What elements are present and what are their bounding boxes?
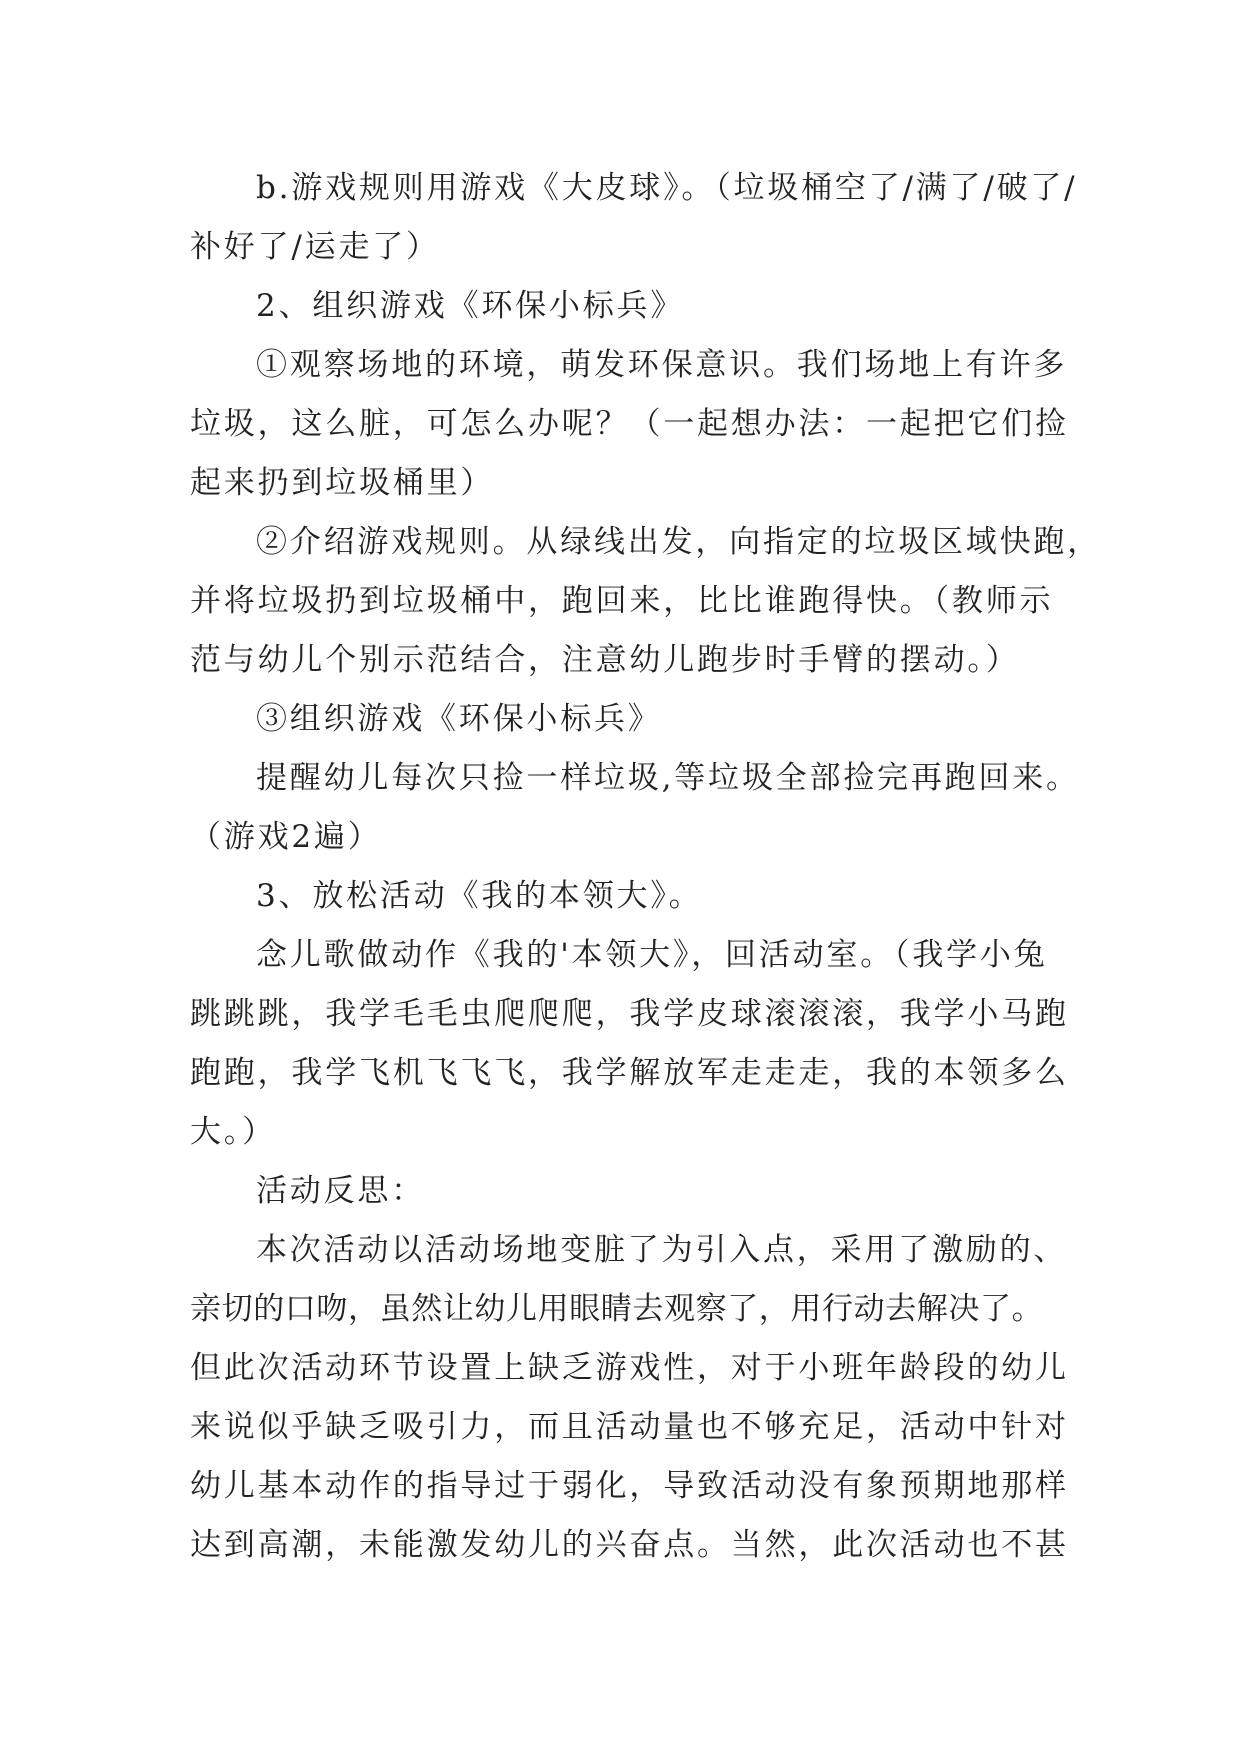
text-line: 2、组织游戏《环保小标兵》 bbox=[256, 288, 685, 324]
text-line: 本次活动以活动场地变脏了为引入点，采用了激励的、 bbox=[256, 1232, 1068, 1268]
text-line: 大。） bbox=[190, 1114, 276, 1150]
text-line: 活动反思： bbox=[256, 1173, 425, 1209]
text-line: 来说似乎缺乏吸引力，而且活动量也不够充足，活动中针对 bbox=[190, 1409, 1069, 1445]
text-line: ②介绍游戏规则。从绿线出发，向指定的垃圾区域快跑， bbox=[256, 524, 1101, 560]
text-line: 幼儿基本动作的指导过于弱化，导致活动没有象预期地那样 bbox=[190, 1468, 1069, 1504]
text-line: 补好了/运走了） bbox=[190, 229, 440, 265]
text-line: 3、放松活动《我的本领大》。 bbox=[256, 878, 703, 914]
text-line: 达到高潮，未能激发幼儿的兴奋点。当然，此次活动也不甚 bbox=[190, 1527, 1069, 1563]
text-line: 跑跑，我学飞机飞飞飞，我学解放军走走走，我的本领多么 bbox=[190, 1055, 1069, 1091]
text-line: 念儿歌做动作《我的'本领大》，回活动室。（我学小兔 bbox=[256, 937, 1048, 973]
text-line: 但此次活动环节设置上缺乏游戏性，对于小班年龄段的幼儿 bbox=[190, 1350, 1069, 1386]
text-line: ③组织游戏《环保小标兵》 bbox=[256, 701, 662, 737]
text-line: （游戏2遍） bbox=[190, 819, 382, 855]
text-line: 垃圾，这么脏，可怎么办呢？（一起想办法：一起把它们捡 bbox=[190, 406, 1069, 442]
text-line: 亲切的口吻，虽然让幼儿用眼睛去观察了，用行动去解决了。 bbox=[190, 1291, 1044, 1327]
text-line: 起来扔到垃圾桶里） bbox=[190, 465, 495, 501]
text-line: b.游戏规则用游戏《大皮球》。（垃圾桶空了/满了/破了/ bbox=[256, 170, 1078, 206]
text-line: 范与幼儿个别示范结合，注意幼儿跑步时手臂的摆动。） bbox=[190, 642, 1020, 678]
text-line: 跳跳跳，我学毛毛虫爬爬爬，我学皮球滚滚滚，我学小马跑 bbox=[190, 996, 1069, 1032]
text-line: 提醒幼儿每次只捡一样垃圾,等垃圾全部捡完再跑回来。 bbox=[256, 760, 1080, 796]
text-line: 并将垃圾扔到垃圾桶中，跑回来，比比谁跑得快。（教师示 bbox=[190, 583, 1054, 619]
text-line: ①观察场地的环境，萌发环保意识。我们场地上有许多 bbox=[256, 347, 1068, 383]
